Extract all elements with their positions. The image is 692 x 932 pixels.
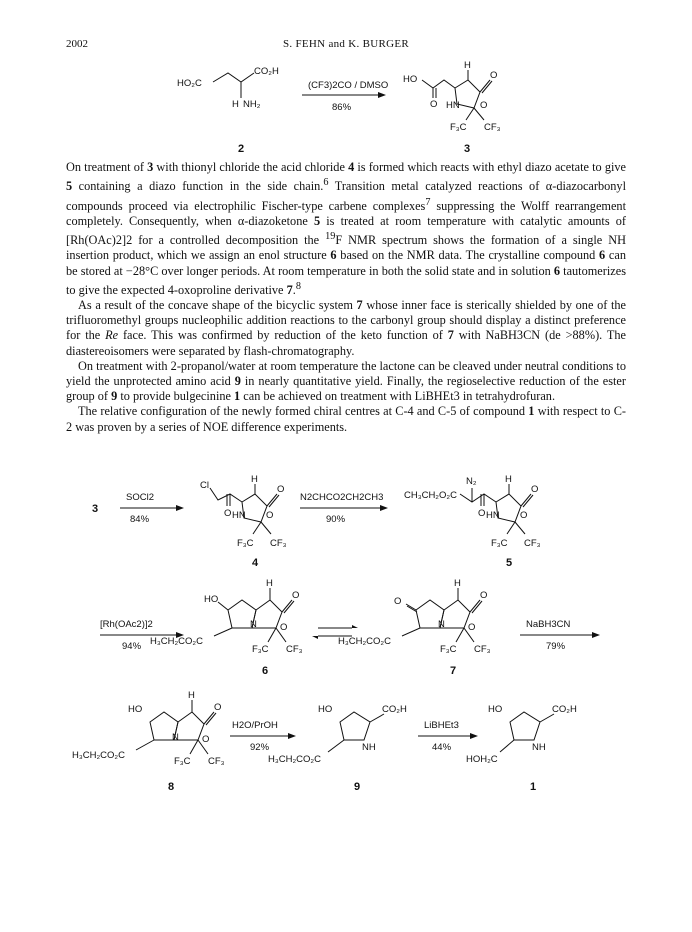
body-text xyxy=(66,160,626,435)
svg-text:CH₃CH₂O₂C: CH₃CH₂O₂C xyxy=(404,490,457,501)
svg-text:NH: NH xyxy=(362,742,376,753)
step1-yield: 84% xyxy=(130,514,150,525)
svg-text:O: O xyxy=(224,508,232,519)
svg-text:HO: HO xyxy=(204,594,219,605)
compound-label-2: 2 xyxy=(238,143,245,155)
svg-text:CO₂H: CO₂H xyxy=(254,66,279,77)
svg-text:O: O xyxy=(531,484,539,495)
svg-text:NH₂: NH₂ xyxy=(243,99,261,110)
svg-text:HO: HO xyxy=(318,704,333,715)
svg-text:N: N xyxy=(250,619,257,630)
scheme-1 xyxy=(0,0,692,160)
svg-text:H₃CH₂CO₂C: H₃CH₂CO₂C xyxy=(150,636,203,647)
svg-text:NH: NH xyxy=(532,742,546,753)
svg-text:HOH₂C: HOH₂C xyxy=(466,754,498,765)
svg-text:H₃CH₂CO₂C: H₃CH₂CO₂C xyxy=(72,750,125,761)
svg-text:CO₂H: CO₂H xyxy=(382,704,407,715)
paragraph-2: As a result of the concave shape of the bicyclic system 7 whose inner face is sterically shielded by one of the trifluoromethyl groups nucleophilic addition reactions to the carbonyl group should display a distinct preference for the Re face. This was confirmed by reduction of the keto function of 7 with NaBH3CN (de >88%). The diastereoisomers were separated by flash-chromatography. xyxy=(66,298,627,358)
svg-text:F₃C: F₃C xyxy=(440,644,457,655)
svg-text:H: H xyxy=(232,99,239,110)
paragraph-3: On treatment with 2-propanol/water at room temperature the lactone can be cleaved under neutral conditions to yield the unprotected amino acid 9 in nearly quantitative yield. Finally, the regioselective reduction of the ester group of 9 to provide bulgecinine 1 can be achieved on treatment with LiBHEt3 in tetrahydrofuran. xyxy=(66,358,626,404)
step2-yield: 90% xyxy=(326,514,346,525)
compound-label-4: 4 xyxy=(252,557,259,569)
svg-text:CF₃: CF₃ xyxy=(208,756,225,767)
scheme1-yield: 86% xyxy=(332,102,352,113)
paragraph-1: On treatment of 3 with thionyl chloride the acid chloride 4 is formed which reacts with ethyl diazo acetate to give 5 containing a diazo function in the side chain.$^6$ Transition metal catalyzed reactions of α-diazocarbonyl compounds proceed via electrophilic Fischer-type carbene complexes$^7$ suppressing the Wolff rearrangement completely. Consequently, when α-diazoketone 5 is treated at room temperature with catalytic amounts of [Rh(OAc)2]2 for a controlled decomposition the $^{19}$F NMR spectrum shows the formation of a single NH insertion product, which we assign an enol structure 6 based on the NMR data. The crystalline compound 6 can be stored at −28°C over longer periods. At room temperature in both the solid state and in solution 6 tautomerizes to give the expected 4-oxoproline derivative 7.$^8$ xyxy=(66,160,626,297)
svg-text:CF₃: CF₃ xyxy=(286,644,303,655)
svg-text:O: O xyxy=(490,70,498,81)
svg-text:O: O xyxy=(468,622,476,633)
svg-text:O: O xyxy=(520,510,528,521)
svg-text:HO₂C: HO₂C xyxy=(177,78,202,89)
step4-reagent: NaBH3CN xyxy=(526,619,571,630)
paragraph-4: The relative configuration of the newly formed chiral centres at C-4 and C-5 of compound 1 with respect to C-2 was proven by a series of NOE difference experiments. xyxy=(66,404,626,434)
svg-text:O: O xyxy=(478,508,486,519)
compound-label-8: 8 xyxy=(168,781,175,793)
step3-yield: 94% xyxy=(122,641,142,652)
svg-text:H: H xyxy=(266,578,273,589)
step2-reagent: N2CHCO2CH2CH3 xyxy=(300,492,384,503)
svg-text:F₃C: F₃C xyxy=(491,538,508,549)
svg-text:CF₃: CF₃ xyxy=(474,644,491,655)
svg-text:O: O xyxy=(480,590,488,601)
svg-text:CF₃: CF₃ xyxy=(524,538,541,549)
svg-text:HO: HO xyxy=(128,704,143,715)
scheme1-reagent: (CF3)2CO / DMSO xyxy=(308,80,389,91)
svg-text:O: O xyxy=(280,622,288,633)
step5-reagent: H2O/PrOH xyxy=(232,720,278,731)
scheme-2 xyxy=(0,460,692,930)
svg-text:N: N xyxy=(438,619,445,630)
page-number: 2002 xyxy=(66,38,88,50)
step6-reagent: LiBHEt3 xyxy=(424,720,459,731)
svg-text:N₂: N₂ xyxy=(466,476,477,487)
svg-text:N: N xyxy=(172,732,179,743)
step5-yield: 92% xyxy=(250,742,270,753)
step1-reagent: SOCl2 xyxy=(126,492,154,503)
svg-text:O: O xyxy=(266,510,274,521)
svg-text:H: H xyxy=(464,60,471,71)
svg-text:F₃C: F₃C xyxy=(174,756,191,767)
compound-label-6: 6 xyxy=(262,665,269,677)
svg-text:H: H xyxy=(454,578,461,589)
svg-text:H: H xyxy=(188,690,195,701)
step4-yield: 79% xyxy=(546,641,566,652)
running-title: S. FEHN and K. BURGER xyxy=(282,38,410,50)
svg-text:O: O xyxy=(214,702,222,713)
svg-text:CF₃: CF₃ xyxy=(270,538,287,549)
compound-label-start: 3 xyxy=(92,503,99,515)
compound-label-3: 3 xyxy=(464,143,471,155)
compound-label-9: 9 xyxy=(354,781,361,793)
svg-text:O: O xyxy=(480,100,488,111)
svg-text:H₃CH₂CO₂C: H₃CH₂CO₂C xyxy=(338,636,391,647)
step6-yield: 44% xyxy=(432,742,452,753)
svg-text:H₃CH₂CO₂C: H₃CH₂CO₂C xyxy=(268,754,321,765)
svg-text:O: O xyxy=(394,596,402,607)
svg-text:HN: HN xyxy=(446,100,460,111)
compound-label-7: 7 xyxy=(450,665,457,677)
svg-text:O: O xyxy=(277,484,285,495)
svg-text:F₃C: F₃C xyxy=(450,122,467,133)
svg-text:Cl: Cl xyxy=(200,480,209,491)
svg-text:CF₃: CF₃ xyxy=(484,122,501,133)
svg-text:H: H xyxy=(505,474,512,485)
svg-text:O: O xyxy=(430,99,438,110)
svg-text:HO: HO xyxy=(403,74,418,85)
svg-text:O: O xyxy=(292,590,300,601)
svg-text:CO₂H: CO₂H xyxy=(552,704,577,715)
svg-text:H: H xyxy=(251,474,258,485)
step3-reagent: [Rh(OAc2)]2 xyxy=(100,619,153,630)
svg-text:F₃C: F₃C xyxy=(237,538,254,549)
svg-text:HO: HO xyxy=(488,704,503,715)
svg-text:HN: HN xyxy=(232,510,246,521)
compound-label-1: 1 xyxy=(530,781,537,793)
svg-text:O: O xyxy=(202,734,210,745)
compound-label-5: 5 xyxy=(506,557,513,569)
svg-text:HN: HN xyxy=(486,510,500,521)
svg-text:F₃C: F₃C xyxy=(252,644,269,655)
